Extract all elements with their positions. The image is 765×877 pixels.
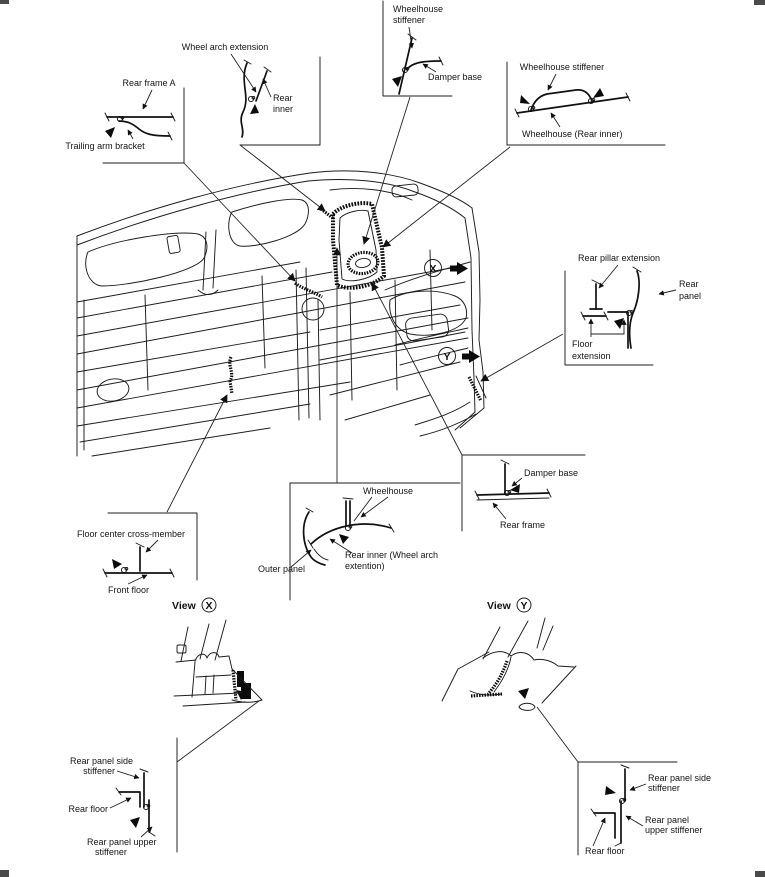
label-wheelhouse-rear-inner: Wheelhouse (Rear inner) xyxy=(522,129,623,139)
label-floor-center-cross-member: Floor center cross-member xyxy=(77,529,186,539)
label-wheel-arch-extension: Wheel arch extension xyxy=(181,42,269,52)
label-rear-floor-left: Rear floor xyxy=(68,804,108,814)
view-y-marker-letter: Y xyxy=(443,351,451,363)
callout-rear-frame-a xyxy=(65,78,184,163)
label-outer-panel: Outer panel xyxy=(258,564,306,574)
callout-damper-base-rear-frame xyxy=(462,455,585,531)
weld-pointer-icon xyxy=(614,318,624,329)
callout-wheelhouse-stiffener-damper-base xyxy=(383,1,482,96)
label-rear-panel-upper-line1: Rear panel upper xyxy=(87,837,157,847)
view-x-title-word: View xyxy=(172,600,196,612)
label-wheelhouse: Wheelhouse xyxy=(363,486,414,496)
label-rear-panel-side-line1: Rear panel side xyxy=(69,756,133,766)
weld-pointer-icon xyxy=(105,127,115,138)
weld-pointer-icon xyxy=(518,688,529,699)
view-x-marker xyxy=(425,260,469,277)
label-rear-panel-line2: panel xyxy=(679,291,702,301)
label-rear-panel-side-r-line1: Rear panel side xyxy=(648,773,712,783)
view-x-title-letter: X xyxy=(205,600,213,612)
label-floor-extension-line2: extension xyxy=(572,351,611,361)
callout-floor-center-cross-member xyxy=(77,513,197,595)
callout-wheelhouse-outer-panel xyxy=(258,483,460,600)
view-y-detail-drawing xyxy=(442,618,576,710)
callout-wheelhouse-rear-inner xyxy=(507,62,665,145)
weld-pointer-icon xyxy=(339,534,349,544)
weld-pointer-icon xyxy=(520,95,530,104)
label-damper-base-top: Damper base xyxy=(428,72,483,82)
label-rear-inner-wheel-arch-line1: Rear inner (Wheel arch xyxy=(345,550,439,560)
weld-pointer-icon xyxy=(593,88,604,98)
label-wheelhouse-stiffener: Wheelhouse stiffener xyxy=(519,62,605,72)
view-x-marker-letter: X xyxy=(429,263,437,275)
label-damper-base: Damper base xyxy=(524,468,579,478)
trailing-arm-weld-seam xyxy=(295,283,322,297)
label-rear-panel-upper-r-line2: upper stiffener xyxy=(645,825,703,835)
weld-pointer-icon xyxy=(250,104,259,114)
label-rear-panel-side-line2: stiffener xyxy=(83,766,115,776)
label-rear-frame: Rear frame xyxy=(500,520,546,530)
label-rear-panel-line1: Rear xyxy=(679,279,699,289)
wheelhouse-weld-seam xyxy=(321,203,384,288)
label-floor-extension-line1: Floor xyxy=(572,339,593,349)
view-y-title-word: View xyxy=(487,600,511,612)
label-rear-panel-upper-r-line1: Rear panel xyxy=(645,815,690,825)
label-front-floor: Front floor xyxy=(108,585,150,595)
floor-center-weld-seam xyxy=(230,357,232,394)
label-rear-panel-side-r-line2: stiffener xyxy=(648,783,680,793)
callout-leaders xyxy=(167,97,578,762)
view-x-detail-drawing xyxy=(174,620,262,706)
callout-wheel-arch-extension xyxy=(182,42,320,145)
label-rear-frame-a: Rear frame A xyxy=(122,78,176,88)
label-trailing-arm-bracket: Trailing arm bracket xyxy=(65,141,145,151)
callout-rear-panel-stiffeners-right xyxy=(578,762,711,856)
weld-pointer-icon xyxy=(130,817,140,828)
label-rear-panel-upper-line2: stiffener xyxy=(95,847,127,857)
right-arrow-icon xyxy=(450,262,468,275)
weld-pointer-icon xyxy=(510,484,520,493)
label-rear-inner-line2: inner xyxy=(273,104,294,114)
weld-pointer-icon xyxy=(605,786,616,795)
callout-rear-panel-stiffeners-left xyxy=(68,738,177,857)
callout-rear-pillar-extension xyxy=(565,253,701,365)
view-x-section xyxy=(172,598,262,706)
view-y-title-letter: Y xyxy=(520,600,528,612)
view-y-section xyxy=(442,598,576,710)
weld-pointer-icon xyxy=(112,559,122,569)
label-rear-pillar-extension: Rear pillar extension xyxy=(578,253,661,263)
label-rear-inner-line1: Rear xyxy=(273,93,293,103)
right-arrow-icon xyxy=(462,350,480,363)
label-wheelhouse-stiffener-line1: Wheelhouse xyxy=(393,4,444,14)
label-wheelhouse-stiffener-line2: stiffener xyxy=(393,15,425,25)
label-rear-inner-wheel-arch-line2: extention) xyxy=(345,561,385,571)
label-rear-floor-right: Rear floor xyxy=(585,846,625,856)
